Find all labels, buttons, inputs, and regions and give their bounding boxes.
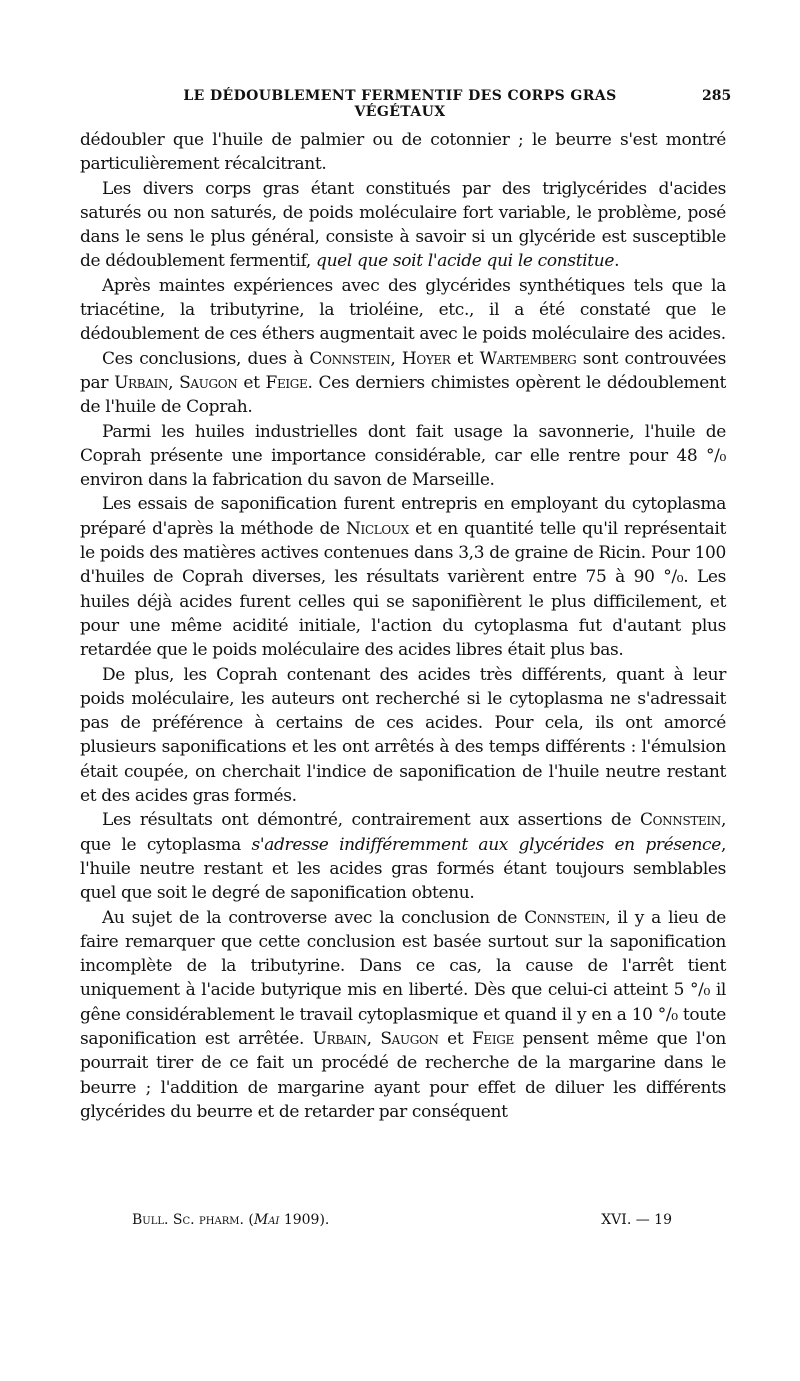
author-name: Wartemberg	[479, 348, 577, 369]
paragraph: De plus, les Coprah contenant des acides très différents, quant à leur poids moléculaire, les auteurs ont recherché si le cytoplasma ne s'adressait pas de préférence à certains de ces acides. Pour cela, ils ont amorcé plusieurs saponifications et les ont arrêtés à des temps différents : l'émulsion était coupée, on cherchait l'indice de saponification de l'huile neutre restant et des acides gras formés.	[80, 664, 726, 807]
paragraph: Les essais de saponification furent entrepris en employant du cytoplasma préparé d'après la méthode de Nicloux et en quantité telle qu'il représentait le poids des matières actives contenues dans 3,3 de graine de Ricin. Pour 100 d'huiles de Coprah diverses, les résultats varièrent entre 75 à 90 °/₀. Les huiles déjà acides furent celles qui se saponifièrent le plus difficilement, et pour une même acidité initiale, l'action du cytoplasma fut d'autant plus retardée que le poids moléculaire des acides libres était plus bas.	[80, 494, 726, 661]
paragraph: dédoubler que l'huile de palmier ou de cotonnier ; le beurre s'est montré particulièrement récalcitrant.	[80, 130, 726, 175]
journal-citation: Bull. Sc. pharm. (Mai 1909).	[132, 1212, 330, 1228]
page-number: 285	[702, 88, 732, 104]
author-name: Urbain	[312, 1028, 367, 1049]
sheet-signature: XVI. — 19	[601, 1212, 672, 1228]
paragraph: Parmi les huiles industrielles dont fait usage la savonnerie, l'huile de Coprah présente une importance considérable, car elle rentre pour 48 °/₀ environ dans la fabrication du savon de Marseille.	[80, 421, 726, 491]
author-name: Connstein	[640, 810, 721, 831]
author-name: Feige	[265, 372, 308, 393]
paragraph: Les divers corps gras étant constitués par des triglycérides d'acides saturés ou non saturés, de poids moléculaire fort variable, le problème, posé dans le sens le plus général, consiste à savoir si un glycéride est susceptible de dédoublement fermentif, quel que soit l'acide qui le constitue.	[80, 178, 726, 272]
author-name: Feige	[471, 1028, 514, 1049]
author-name: Nicloux	[346, 518, 409, 539]
paragraph: Au sujet de la controverse avec la conclusion de Connstein, il y a lieu de faire remarquer que cette conclusion est basée surtout sur la saponification incomplète de la tributyrine. Dans ce cas, la cause de l'arrêt tient uniquement à l'acide butyrique mis en liberté. Dès que celui-ci atteint 5 °/₀ il gêne considérablement le travail cytoplasmique et quand il y en a 10 °/₀ toute saponification est arrêtée. Urbain, Saugon et Feige pensent même que l'on pourrait tirer de ce fait un procédé de recherche de la margarine dans le beurre ; l'addition de margarine ayant pour effet de diluer les différents glycérides du beurre et de retarder par conséquent	[80, 907, 726, 1122]
running-title: LE DÉDOUBLEMENT FERMENTIF DES CORPS GRAS VÉGÉTAUX	[183, 88, 617, 120]
author-name: Connstein	[524, 907, 606, 928]
italic-phrase: s'adresse indifféremment aux glycérides en présence	[251, 834, 721, 855]
body-text	[80, 128, 726, 1124]
author-name: Connstein	[309, 348, 391, 369]
author-name: Hoyer	[401, 348, 451, 369]
author-name: Saugon	[380, 1028, 439, 1049]
paragraph: Les résultats ont démontré, contrairement aux assertions de Connstein, que le cytoplasma s'adresse indifféremment aux glycérides en présence, l'huile neutre restant et les acides gras formés étant toujours semblables quel que soit le degré de saponification obtenu.	[80, 810, 726, 904]
italic-phrase: quel que soit l'acide qui le constitue	[316, 251, 615, 272]
paragraph: Après maintes expériences avec des glycérides synthétiques tels que la triacétine, la tributyrine, la trioléine, etc., il a été constaté que le dédoublement de ces éthers augmentait avec le poids moléculaire des acides.	[80, 275, 726, 345]
author-name: Urbain	[114, 372, 169, 393]
citation-month: Mai	[253, 1212, 280, 1228]
paragraph: Ces conclusions, dues à Connstein, Hoyer et Wartemberg sont controuvées par Urbain, Saugon et Feige. Ces derniers chimistes opèrent le dédoublement de l'huile de Coprah.	[80, 348, 726, 418]
author-name: Saugon	[179, 372, 238, 393]
